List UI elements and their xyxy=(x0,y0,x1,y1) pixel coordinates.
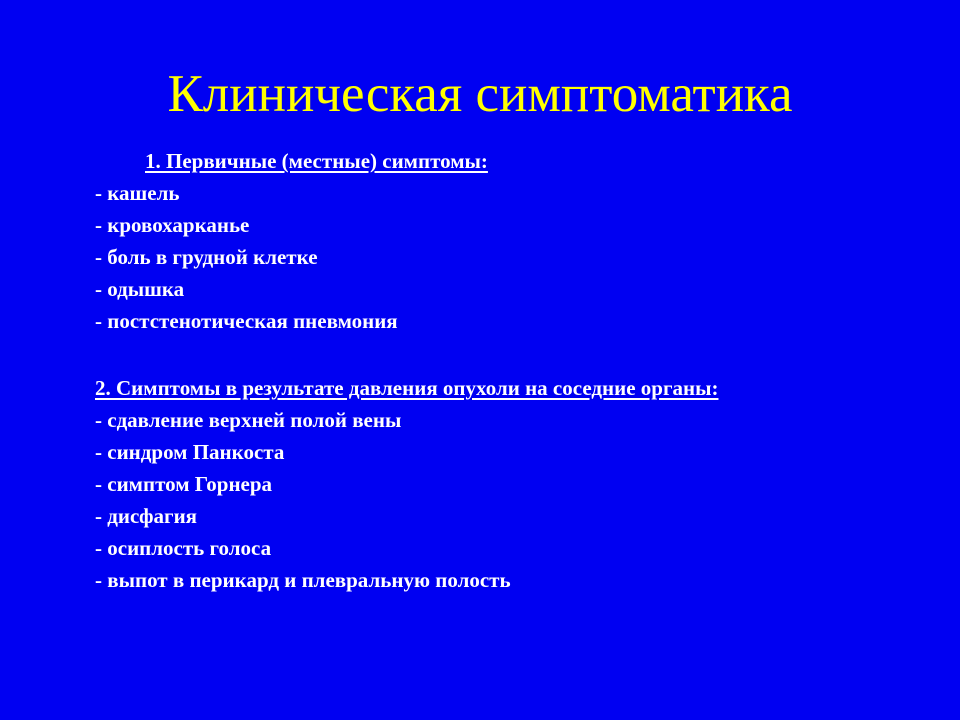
section-1-item-dyspnea: - одышка xyxy=(95,277,185,301)
slide-title: Клиническая симптоматика xyxy=(167,65,793,123)
section-2-heading: 2. Симптомы в результате давления опухоли на соседние органы: xyxy=(95,376,719,400)
section-2-item-horner-symptom: - симптом Горнера xyxy=(95,472,273,496)
section-1-item-poststenotic-pneumonia: - постстенотическая пневмония xyxy=(95,309,398,333)
section-2-item-svc-compression: - сдавление верхней полой вены xyxy=(95,408,402,432)
section-2-item-pancoast-syndrome: - синдром Панкоста xyxy=(95,440,285,464)
section-1-heading: 1. Первичные (местные) симптомы: xyxy=(145,149,488,173)
section-2-list xyxy=(95,404,511,596)
section-2-item-hoarseness: - осиплость голоса xyxy=(95,536,272,560)
section-1-item-hemoptysis: - кровохарканье xyxy=(95,213,250,237)
section-1-list xyxy=(95,177,398,337)
section-1-item-chest-pain: - боль в грудной клетке xyxy=(95,245,318,269)
section-2-item-dysphagia: - дисфагия xyxy=(95,504,198,528)
section-1-item-cough: - кашель xyxy=(95,181,180,205)
section-2-item-effusion: - выпот в перикард и плевральную полость xyxy=(95,568,511,592)
